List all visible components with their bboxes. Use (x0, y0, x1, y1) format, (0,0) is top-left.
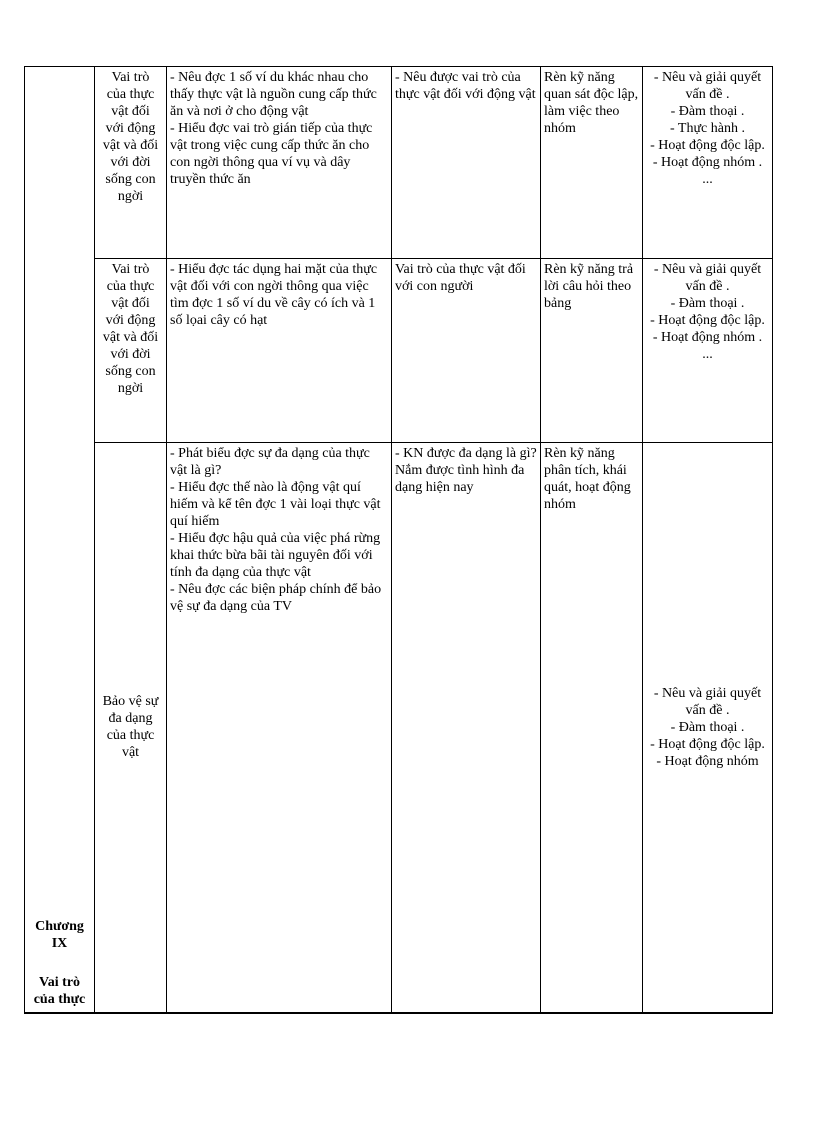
table-row (25, 443, 773, 1013)
skill-cell: Rèn kỹ năng trả lời câu hỏi theo bảng (541, 259, 643, 443)
chapter-cell (25, 67, 95, 1013)
objective-item: - Hiểu đợc tác dụng hai mặt của thực vật đối với con ngời thông qua việc tìm đợc 1 số ví du về cây có ích và 1 số lọai cây có hạt (170, 262, 378, 328)
objective-item: - Hiểu đợc thế nào là động vật quí hiếm và kể tên đợc 1 vài loại thực vật quí hiếm (170, 480, 381, 529)
knowledge-cell: Vai trò của thực vật đối với con người (392, 259, 541, 443)
methods-cell: - Nêu và giải quyết vấn đề . - Đàm thoại . - Thực hành . - Hoạt động độc lập. - Hoạt động nhóm . ... (643, 67, 773, 259)
topic-cell: Vai trò của thực vật đối với động vật và đối với đời sống con ngời (95, 259, 167, 443)
topic-cell: Bảo vệ sự đa dạng của thực vật (95, 443, 167, 1013)
methods-cell: - Nêu và giải quyết vấn đề . - Đàm thoại . - Hoạt động độc lập. - Hoạt động nhóm (643, 443, 773, 1013)
knowledge-cell: - Nêu được vai trò của thực vật đối với động vật (392, 67, 541, 259)
objectives-cell (167, 67, 392, 259)
objective-item: - Phát biểu đợc sự đa dạng của thực vật là gì? (170, 446, 370, 478)
chapter-label: Chương (35, 918, 84, 934)
skill-cell: Rèn kỹ năng quan sát độc lập, làm việc theo nhóm (541, 67, 643, 259)
chapter-title-line: Vai trò (38, 974, 81, 990)
chapter-title-line: của thực (33, 991, 86, 1007)
chapter-number: IX (51, 935, 68, 951)
objectives-cell (167, 443, 392, 1013)
objective-item: - Hiểu đợc vai trò gián tiếp của thực vật trong việc cung cấp thức ăn cho con ngời thông qua ví vụ và dây truyền thức ăn (170, 121, 373, 187)
table-row (25, 259, 773, 443)
topic-cell: Vai trò của thực vật đối với động vật và đối với đời sống con ngời (95, 67, 167, 259)
table-row (25, 67, 773, 259)
objective-item: - Nêu đợc các biện pháp chính để bảo vệ sự đa dạng của TV (170, 582, 382, 614)
objectives-cell (167, 259, 392, 443)
objective-item: - Hiểu đợc hậu quả của việc phá rừng khai thức bừa bãi tài nguyên đối với tính đa dạng của thực vật (170, 531, 381, 580)
methods-cell: - Nêu và giải quyết vấn đề . - Đàm thoại . - Hoạt động độc lập. - Hoạt động nhóm . ... (643, 259, 773, 443)
knowledge-cell: - KN được đa dạng là gì? Nắm được tình hình đa dạng hiện nay (392, 443, 541, 1013)
objective-item: - Nêu đợc 1 số ví du khác nhau cho thấy thực vật là nguồn cung cấp thức ăn và nơi ở cho động vật (170, 70, 377, 119)
lesson-plan-table (24, 66, 773, 1014)
skill-cell: Rèn kỹ năng phân tích, khái quát, hoạt động nhóm (541, 443, 643, 1013)
